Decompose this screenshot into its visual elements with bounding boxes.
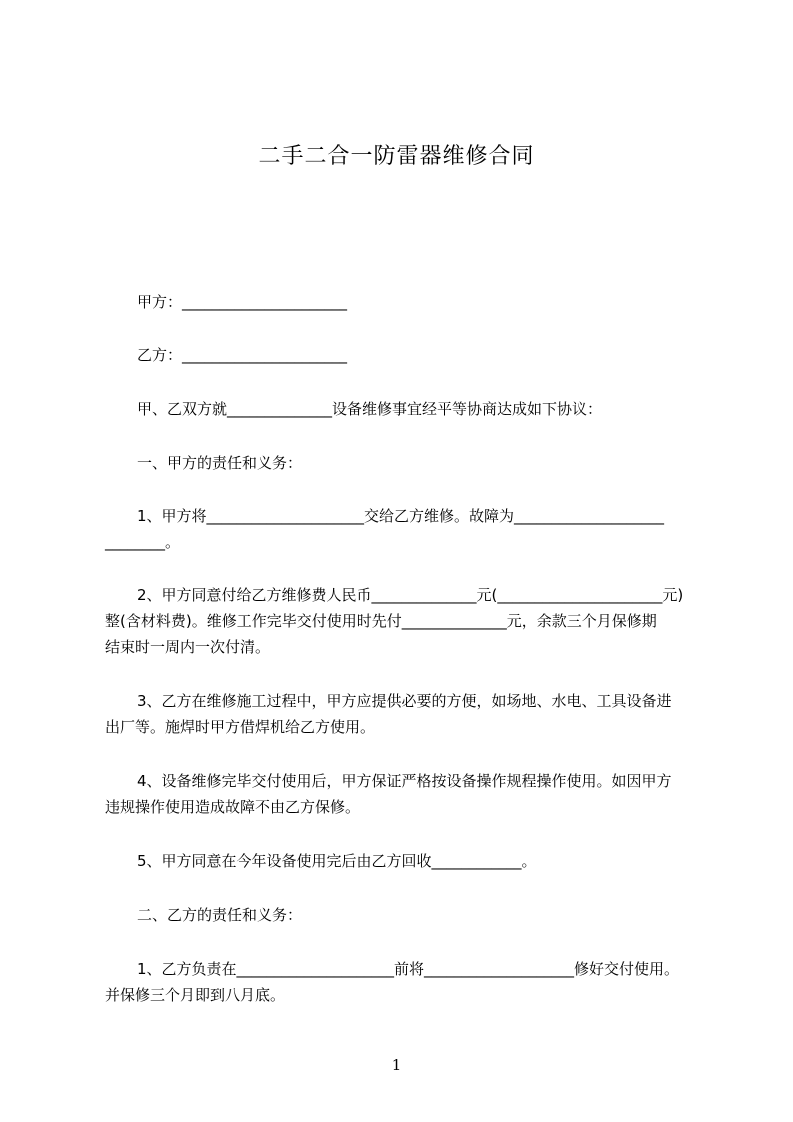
s1-item2-line2: 整(含材料费)。维修工作完毕交付使用时先付______________元，余款三个月保修期 <box>105 612 657 630</box>
document-title: 二手二合一防雷器维修合同 <box>258 144 535 169</box>
s1-item1-line1: 1、甲方将_____________________交给乙方维修。故障为____________________ <box>137 507 665 525</box>
s1-item1-line2: ________。 <box>105 533 181 551</box>
s1-item5: 5、甲方同意在今年设备使用完后由乙方回收____________。 <box>137 852 537 870</box>
s1-item2-line1: 2、甲方同意付给乙方维修费人民币______________元(______________________元) <box>137 586 684 604</box>
section2-heading: 二、乙方的责任和义务： <box>137 906 303 924</box>
s2-item1-line1: 1、乙方负责在_____________________前将____________________修好交付使用。 <box>137 960 680 978</box>
section1-heading: 一、甲方的责任和义务： <box>137 454 303 472</box>
s1-item4-line2: 违规操作使用造成故障不由乙方保修。 <box>105 798 361 816</box>
page-number: 1 <box>391 1056 402 1074</box>
party-b-line: 乙方：______________________ <box>137 346 348 364</box>
intro-paragraph: 甲、乙双方就______________设备维修事宜经平等协商达成如下协议： <box>137 400 603 418</box>
s1-item3-line2: 出厂等。施焊时甲方借焊机给乙方使用。 <box>105 718 376 736</box>
s1-item3-line1: 3、乙方在维修施工过程中，甲方应提供必要的方便，如场地、水电、工具设备进 <box>137 692 672 710</box>
party-a-line: 甲方：______________________ <box>137 293 348 311</box>
s1-item4-line1: 4、设备维修完毕交付使用后，甲方保证严格按设备操作规程操作使用。如因甲方 <box>137 772 672 790</box>
s1-item2-line3: 结束时一周内一次付清。 <box>105 638 271 656</box>
s2-item1-line2: 并保修三个月即到八月底。 <box>105 986 286 1004</box>
